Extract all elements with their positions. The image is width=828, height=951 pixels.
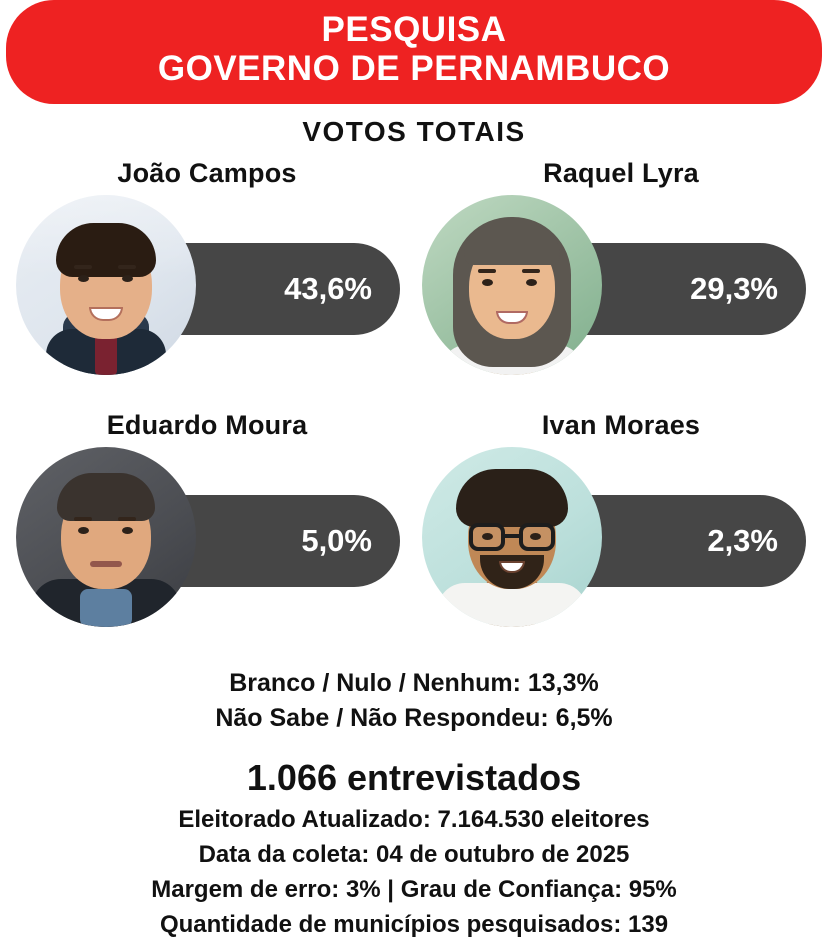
note-dont-know: Não Sabe / Não Respondeu: 6,5% — [215, 703, 613, 732]
candidate-photo-joao-campos — [16, 195, 196, 375]
note-blank-null: Branco / Nulo / Nenhum: 13,3% — [229, 669, 599, 698]
meta-margin-confidence: Margem de erro: 3% | Grau de Confiança: 95% — [151, 875, 677, 903]
candidate-photo-ivan-moraes — [422, 447, 602, 627]
candidate-photo-raquel-lyra — [422, 195, 602, 375]
header-title-line2: GOVERNO DE PERNAMBUCO — [157, 49, 671, 89]
header-banner — [6, 0, 822, 104]
candidate-percentage: 29,3% — [690, 271, 778, 307]
candidate-name: João Campos — [117, 158, 297, 189]
candidate-card-joao-campos — [0, 158, 414, 406]
candidate-name: Ivan Moraes — [541, 410, 701, 441]
interviews-total: 1.066 entrevistados — [246, 757, 582, 799]
meta-collection-date: Data da coleta: 04 de outubro de 2025 — [198, 841, 630, 869]
methodology-block — [0, 803, 828, 942]
meta-municipalities: Quantidade de municípios pesquisados: 139 — [159, 910, 669, 938]
candidate-card-eduardo-moura — [0, 410, 414, 658]
candidate-card-ivan-moraes — [414, 410, 828, 658]
candidates-grid — [0, 158, 828, 658]
candidate-name: Eduardo Moura — [106, 410, 308, 441]
section-subtitle: VOTOS TOTAIS — [302, 116, 526, 148]
candidate-card-raquel-lyra — [414, 158, 828, 406]
meta-electorate: Eleitorado Atualizado: 7.164.530 eleitores — [178, 806, 650, 834]
candidate-name: Raquel Lyra — [543, 158, 699, 189]
candidate-percentage: 5,0% — [301, 523, 372, 559]
header-title-line1: PESQUISA — [321, 10, 507, 49]
candidate-percentage: 2,3% — [707, 523, 778, 559]
other-answers — [0, 666, 828, 735]
candidate-photo-eduardo-moura — [16, 447, 196, 627]
candidate-percentage: 43,6% — [284, 271, 372, 307]
